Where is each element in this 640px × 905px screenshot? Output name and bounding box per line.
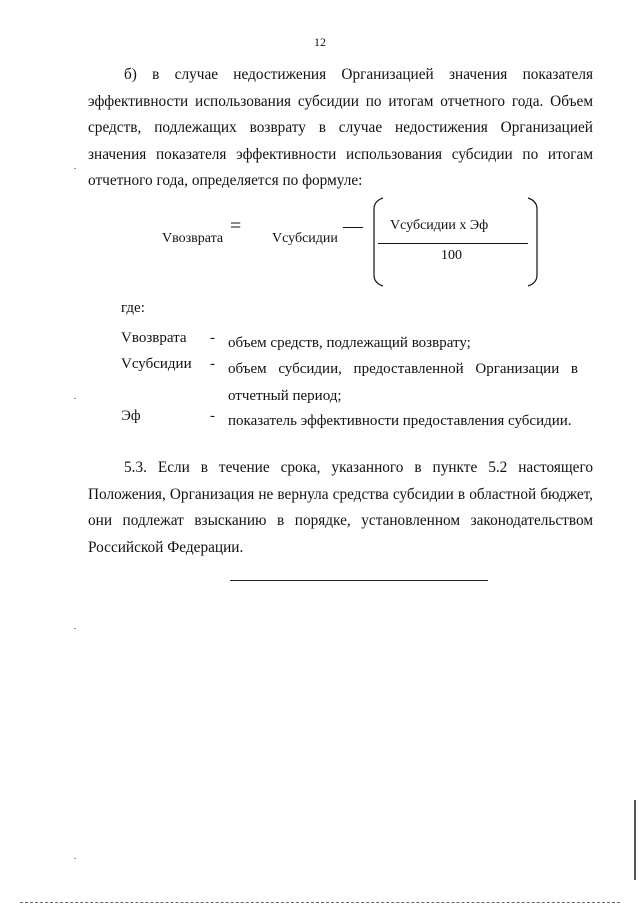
page-number: 12 [314, 35, 326, 49]
definition-term: Эф [121, 408, 141, 424]
definition-text: объем средств, подлежащий возврату; [228, 335, 471, 351]
definition-text-line: отчетный период; [228, 388, 342, 404]
formula-equals-sign: = [230, 215, 242, 237]
scan-right-edge [634, 800, 636, 880]
definition-dash: - [210, 408, 215, 424]
formula-minus-sign: — [343, 215, 363, 237]
definition-text [228, 356, 578, 410]
paragraph-b: б) в случае недостижения Организацией значения показателя эффективности использования субсидии по итогам отчетного года. Объем средств, подлежащих возврату в случае недостижения Организацией значения показателя эффективности использования субсидии по итогам отчетного года, определяется по формуле: [88, 66, 593, 189]
scan-bottom-edge [20, 902, 620, 904]
formula-numerator: Vсубсидии х Эф [390, 218, 489, 233]
definition-dash: - [210, 330, 215, 346]
scan-mark [74, 168, 76, 169]
formula-parentheses [0, 195, 640, 295]
definition-text: показатель эффективности предоставления субсидии. [228, 413, 572, 429]
definition-text-line: объем субсидии, предоставленной Организации в [228, 361, 578, 377]
scan-mark [74, 398, 76, 399]
scan-mark [74, 858, 76, 859]
definition-dash: - [210, 356, 215, 372]
end-rule [230, 580, 488, 581]
paragraph-5-3: 5.3. Если в течение срока, указанного в пункте 5.2 настоящего Положения, Организация не вернула средства субсидии в областной бюджет, они подлежат взысканию в порядке, установленном законодательством Российской Федерации. [88, 459, 593, 556]
formula-denominator: 100 [441, 248, 462, 263]
scan-mark [74, 628, 76, 629]
fraction-line [378, 243, 528, 244]
definition-term: Vсубсидии [121, 356, 192, 372]
formula-subsidy-term: Vсубсидии [272, 231, 338, 246]
formula [0, 195, 640, 295]
formula-lhs: Vвозврата [162, 231, 224, 246]
definition-term: Vвозврата [121, 330, 187, 346]
where-label: где: [121, 300, 145, 316]
